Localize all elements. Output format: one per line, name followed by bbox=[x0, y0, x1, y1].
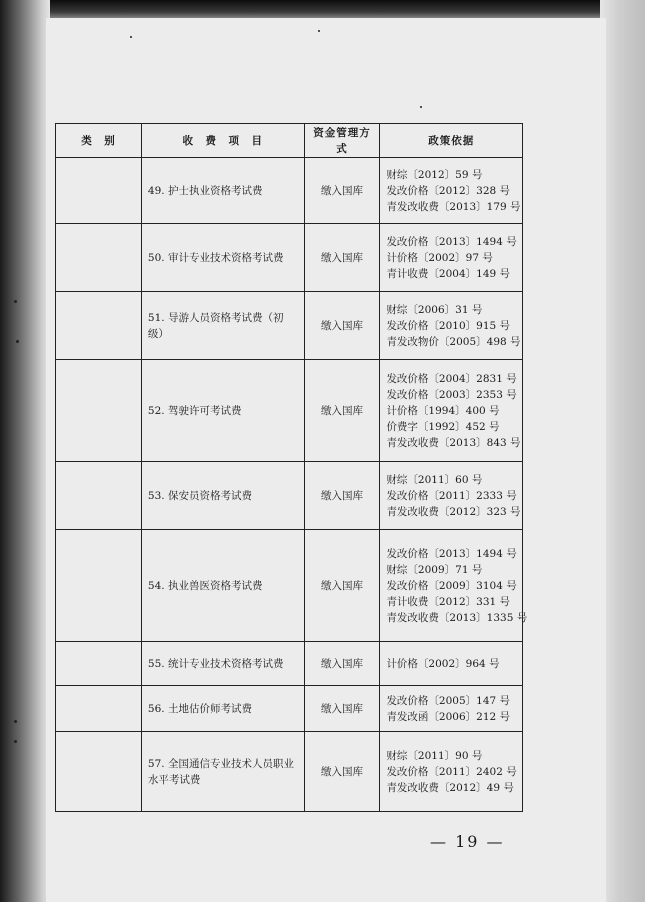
row-management: 缴入国库 bbox=[304, 732, 380, 812]
row-category bbox=[56, 530, 142, 642]
policy-basis-line: 发改价格〔2009〕3104 号 bbox=[386, 579, 517, 592]
row-management: 缴入国库 bbox=[304, 158, 380, 224]
row-category bbox=[56, 158, 142, 224]
policy-basis-line: 发改价格〔2005〕147 号 bbox=[386, 694, 511, 707]
policy-basis-line: 青计收费〔2004〕149 号 bbox=[386, 267, 511, 280]
policy-basis-line: 青发改收费〔2013〕1335 号 bbox=[386, 611, 528, 624]
policy-basis-line: 青发改函〔2006〕212 号 bbox=[386, 710, 511, 723]
scan-speck bbox=[14, 740, 17, 743]
row-fee-item: 51. 导游人员资格考试费（初级） bbox=[141, 292, 304, 360]
table-row bbox=[56, 292, 523, 360]
policy-basis-line: 青发改收费〔2012〕323 号 bbox=[386, 505, 521, 518]
row-policy-basis bbox=[380, 462, 523, 530]
table-row bbox=[56, 462, 523, 530]
row-management: 缴入国库 bbox=[304, 642, 380, 686]
row-fee-item: 53. 保安员资格考试费 bbox=[141, 462, 304, 530]
fee-table bbox=[55, 123, 528, 812]
scan-speck bbox=[14, 720, 17, 723]
policy-basis-line: 青发改收费〔2012〕49 号 bbox=[386, 781, 514, 794]
policy-basis-line: 财综〔2006〕31 号 bbox=[386, 303, 483, 316]
row-category bbox=[56, 686, 142, 732]
table-row bbox=[56, 360, 523, 462]
row-fee-item: 56. 土地估价师考试费 bbox=[141, 686, 304, 732]
row-policy-basis bbox=[380, 686, 523, 732]
row-policy-basis bbox=[380, 642, 523, 686]
policy-basis-line: 财综〔2011〕90 号 bbox=[386, 749, 483, 762]
row-fee-item: 57. 全国通信专业技术人员职业水平考试费 bbox=[141, 732, 304, 812]
row-fee-item: 50. 审计专业技术资格考试费 bbox=[141, 224, 304, 292]
row-policy-basis bbox=[380, 360, 523, 462]
row-fee-item: 55. 统计专业技术资格考试费 bbox=[141, 642, 304, 686]
header-category: 类 别 bbox=[56, 124, 142, 158]
policy-basis-line: 发改价格〔2003〕2353 号 bbox=[386, 388, 517, 401]
table-row bbox=[56, 158, 523, 224]
policy-basis-line: 财综〔2012〕59 号 bbox=[386, 168, 483, 181]
policy-basis-line: 青计收费〔2012〕331 号 bbox=[386, 595, 511, 608]
policy-basis-line: 发改价格〔2013〕1494 号 bbox=[386, 235, 517, 248]
row-management: 缴入国库 bbox=[304, 360, 380, 462]
row-category bbox=[56, 292, 142, 360]
policy-basis-line: 发改价格〔2013〕1494 号 bbox=[386, 547, 517, 560]
page-number: — 19 — bbox=[430, 832, 505, 851]
policy-basis-line: 计价格〔2002〕97 号 bbox=[386, 251, 493, 264]
row-fee-item: 49. 护士执业资格考试费 bbox=[141, 158, 304, 224]
policy-basis-line: 青发改收费〔2013〕179 号 bbox=[386, 200, 521, 213]
scan-speck bbox=[16, 340, 19, 343]
row-policy-basis bbox=[380, 292, 523, 360]
table-row bbox=[56, 224, 523, 292]
scan-right-edge bbox=[600, 0, 645, 902]
table-row bbox=[56, 686, 523, 732]
row-policy-basis bbox=[380, 732, 523, 812]
row-management: 缴入国库 bbox=[304, 292, 380, 360]
row-policy-basis bbox=[380, 158, 523, 224]
policy-basis-line: 财综〔2009〕71 号 bbox=[386, 563, 483, 576]
policy-basis-line: 青发改收费〔2013〕843 号 bbox=[386, 436, 521, 449]
policy-basis-line: 青发改物价〔2005〕498 号 bbox=[386, 335, 521, 348]
policy-basis-line: 计价格〔2002〕964 号 bbox=[386, 657, 500, 670]
policy-basis-line: 发改价格〔2004〕2831 号 bbox=[386, 372, 517, 385]
header-item: 收 费 项 目 bbox=[141, 124, 304, 158]
row-category bbox=[56, 642, 142, 686]
row-management: 缴入国库 bbox=[304, 530, 380, 642]
policy-basis-line: 发改价格〔2011〕2333 号 bbox=[386, 489, 517, 502]
row-policy-basis bbox=[380, 530, 528, 642]
row-management: 缴入国库 bbox=[304, 224, 380, 292]
policy-basis-line: 发改价格〔2010〕915 号 bbox=[386, 319, 511, 332]
scan-speck bbox=[420, 106, 422, 108]
scan-speck bbox=[130, 36, 132, 38]
scan-top-edge bbox=[0, 0, 645, 20]
row-fee-item: 52. 驾驶许可考试费 bbox=[141, 360, 304, 462]
policy-basis-line: 发改价格〔2011〕2402 号 bbox=[386, 765, 517, 778]
row-category bbox=[56, 224, 142, 292]
table-row bbox=[56, 642, 523, 686]
row-management: 缴入国库 bbox=[304, 462, 380, 530]
row-category bbox=[56, 732, 142, 812]
scan-speck bbox=[14, 300, 17, 303]
header-management: 资金管理方式 bbox=[304, 124, 380, 158]
row-fee-item: 54. 执业兽医资格考试费 bbox=[141, 530, 304, 642]
policy-basis-line: 价费字〔1992〕452 号 bbox=[386, 420, 500, 433]
header-basis: 政策依据 bbox=[380, 124, 523, 158]
table-row bbox=[56, 732, 523, 812]
row-category bbox=[56, 462, 142, 530]
policy-basis-line: 财综〔2011〕60 号 bbox=[386, 473, 483, 486]
table-header-row bbox=[56, 124, 523, 158]
row-category bbox=[56, 360, 142, 462]
policy-basis-line: 计价格〔1994〕400 号 bbox=[386, 404, 500, 417]
scan-left-edge bbox=[0, 0, 50, 902]
scan-speck bbox=[318, 30, 320, 32]
policy-basis-line: 发改价格〔2012〕328 号 bbox=[386, 184, 511, 197]
table-row bbox=[56, 530, 523, 642]
row-policy-basis bbox=[380, 224, 523, 292]
row-management: 缴入国库 bbox=[304, 686, 380, 732]
